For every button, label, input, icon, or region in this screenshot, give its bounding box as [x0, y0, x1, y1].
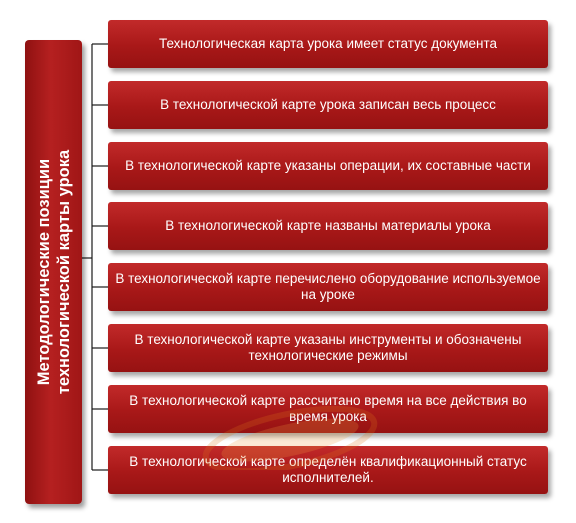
item-label-8: В технологической карте определён квалификационный статус исполнителей.	[129, 454, 527, 485]
item-label-3: В технологической карте указаны операции, их составные части	[125, 158, 531, 173]
item-label-2: В технологической карте урока записан весь процесс	[160, 97, 496, 112]
item-box-6	[108, 324, 548, 372]
item-label-4: В технологической карте названы материалы урока	[165, 218, 491, 233]
main-topic-text	[34, 52, 74, 492]
item-label-1: Технологическая карта урока имеет статус документа	[158, 36, 498, 51]
item-box-3	[108, 142, 548, 190]
item-box-5	[108, 263, 548, 311]
main-topic-line-1: Методологические позиции	[34, 158, 53, 386]
item-label-5: В технологической карте перечислено оборудование используемое на уроке	[115, 271, 541, 302]
item-box-1	[108, 20, 548, 68]
main-topic-line-2: технологической карты урока	[54, 149, 73, 395]
item-box-7	[108, 385, 548, 433]
item-label-6: В технологической карте указаны инструменты и обозначены технологические режимы	[134, 332, 522, 363]
item-box-8	[108, 446, 548, 494]
item-label-7: В технологической карте рассчитано время на все действия во время урока	[129, 393, 527, 424]
item-box-2	[108, 81, 548, 129]
main-topic-box	[25, 40, 82, 504]
item-box-4	[108, 202, 548, 250]
